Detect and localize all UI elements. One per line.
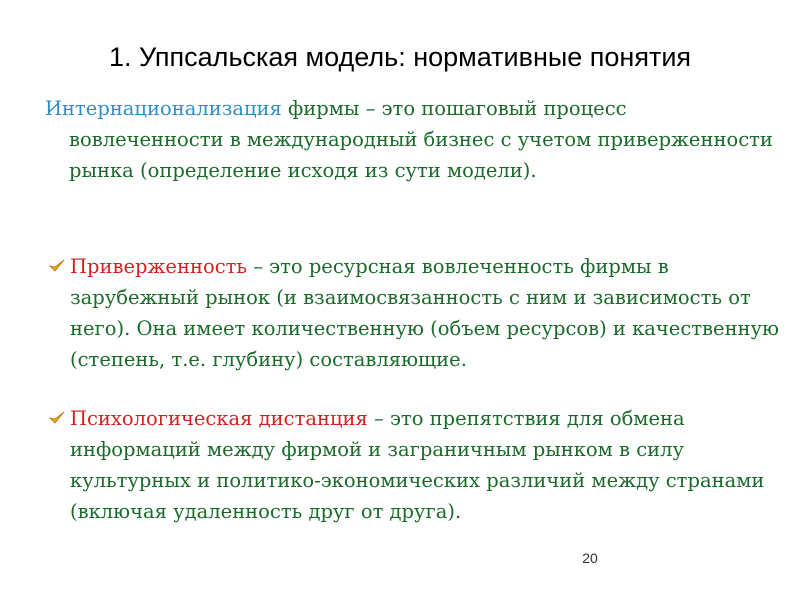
checkmark-arrow-icon bbox=[49, 258, 65, 274]
definition-internationalization bbox=[45, 93, 775, 186]
definition-commitment bbox=[70, 251, 780, 375]
definition-lead: фирмы – это пошаговый процесс bbox=[281, 97, 627, 120]
term-commitment: Приверженность bbox=[70, 255, 248, 278]
term-internationalization: Интернационализация bbox=[45, 97, 282, 120]
slide-title: 1. Уппсальская модель: нормативные понятия bbox=[108, 42, 692, 72]
definition-commitment-text: – это ресурсная вовлеченность фирмы в зарубежный рынок (и взаимосвязанность с ним и зависимость от него). Она имеет количественную (объем ресурсов) и качественную (степень, т.е. глубину) составляющие. bbox=[70, 255, 780, 371]
definition-psychic-distance bbox=[70, 403, 780, 527]
checkmark-arrow-icon bbox=[49, 410, 65, 426]
page-number: 20 bbox=[582, 550, 598, 566]
definition-rest: вовлеченности в международный бизнес с учетом приверженности рынка (определение исходя из сути модели). bbox=[69, 128, 773, 182]
term-psychic-distance: Психологическая дистанция bbox=[70, 407, 368, 430]
definition-psychic-distance-text: – это препятствия для обмена информаций между фирмой и заграничным рынком в силу культурных и политико-экономических различий между странами (включая удаленность друг от друга). bbox=[70, 407, 765, 523]
